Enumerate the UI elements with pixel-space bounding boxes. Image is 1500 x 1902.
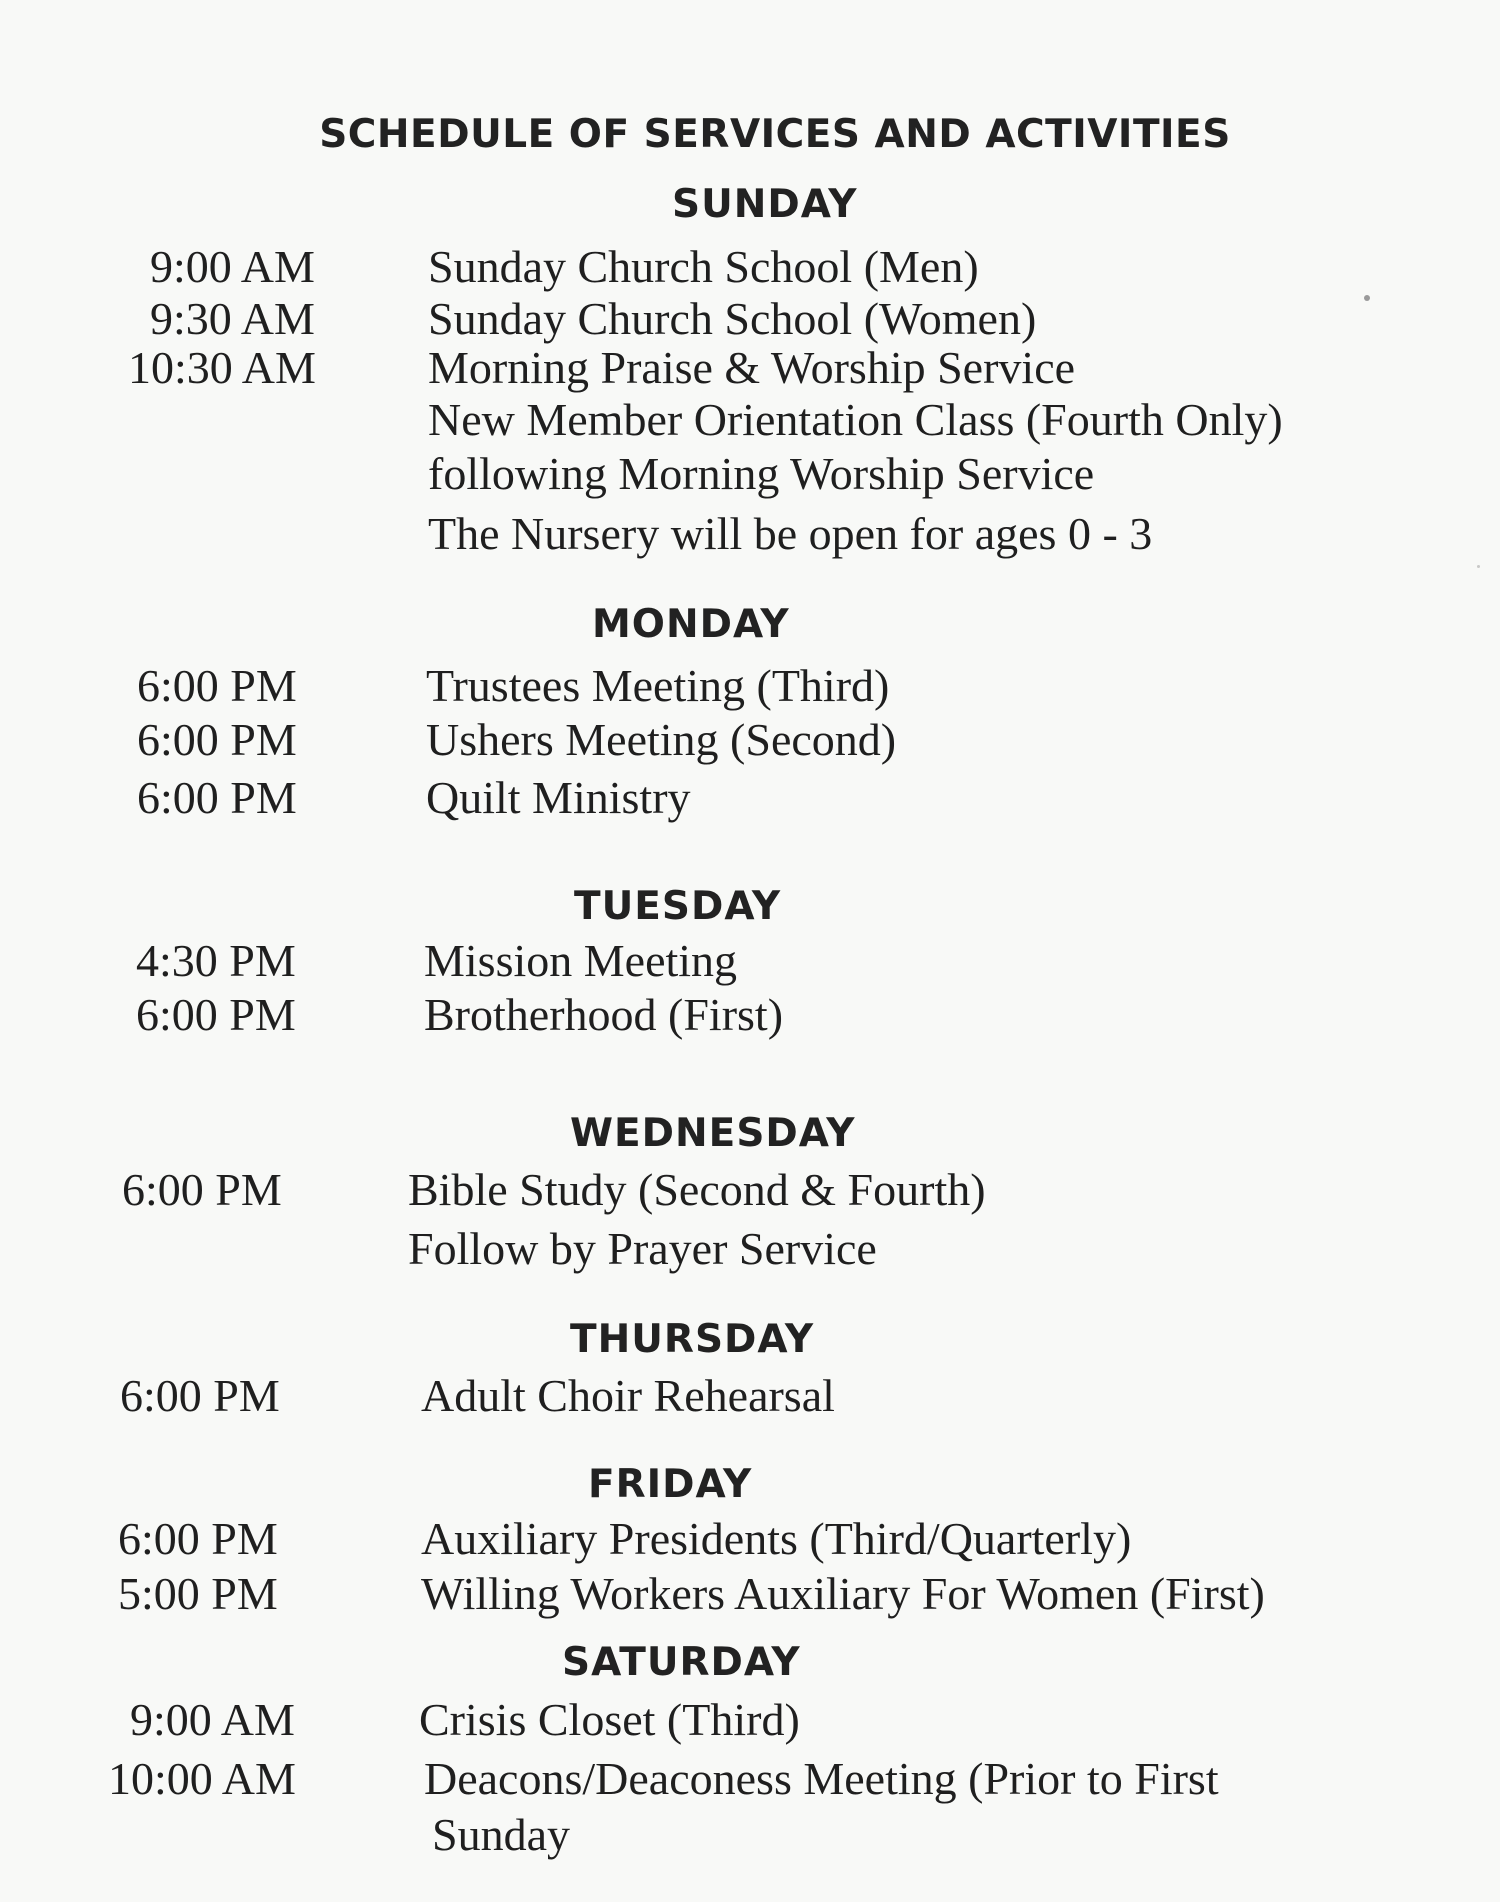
saturday-activity-2-line-2: Sunday — [432, 1809, 570, 1860]
day-heading-friday: FRIDAY — [588, 1462, 753, 1507]
wednesday-activity-1: Bible Study (Second & Fourth) — [408, 1164, 986, 1215]
monday-time-2: 6:00 PM — [137, 714, 297, 765]
wednesday-time-1: 6:00 PM — [122, 1164, 282, 1215]
scan-speck — [1364, 295, 1370, 301]
saturday-activity-1: Crisis Closet (Third) — [419, 1694, 800, 1745]
thursday-time-1: 6:00 PM — [120, 1370, 280, 1421]
saturday-time-2: 10:00 AM — [108, 1753, 296, 1804]
sunday-activity-2: Sunday Church School (Women) — [428, 293, 1037, 344]
tuesday-activity-1: Mission Meeting — [424, 935, 738, 986]
friday-time-1: 6:00 PM — [118, 1513, 278, 1564]
tuesday-time-1: 4:30 PM — [136, 935, 296, 986]
monday-time-3: 6:00 PM — [137, 772, 297, 823]
saturday-time-1: 9:00 AM — [130, 1694, 295, 1745]
wednesday-activity-1-line-2: Follow by Prayer Service — [408, 1223, 877, 1274]
sunday-time-1: 9:00 AM — [150, 241, 315, 292]
monday-activity-2: Ushers Meeting (Second) — [426, 714, 897, 765]
page-title: SCHEDULE OF SERVICES AND ACTIVITIES — [319, 112, 1231, 157]
friday-time-2: 5:00 PM — [118, 1568, 278, 1619]
scan-speck — [1477, 565, 1480, 568]
monday-activity-3: Quilt Ministry — [426, 772, 691, 823]
saturday-activity-2: Deacons/Deaconess Meeting (Prior to First — [424, 1753, 1219, 1804]
sunday-time-2: 9:30 AM — [150, 293, 315, 344]
day-heading-monday: MONDAY — [592, 602, 790, 647]
sunday-time-3: 10:30 AM — [128, 342, 316, 393]
day-heading-wednesday: WEDNESDAY — [570, 1111, 856, 1156]
day-heading-thursday: THURSDAY — [570, 1317, 815, 1362]
sunday-activity-3-line-2: New Member Orientation Class (Fourth Only) — [428, 394, 1283, 445]
sunday-activity-3: Morning Praise & Worship Service — [428, 342, 1076, 393]
day-heading-saturday: SATURDAY — [562, 1640, 801, 1685]
sunday-activity-1: Sunday Church School (Men) — [428, 241, 979, 292]
sunday-activity-3-line-4: The Nursery will be open for ages 0 - 3 — [428, 508, 1153, 559]
friday-activity-1: Auxiliary Presidents (Third/Quarterly) — [421, 1513, 1132, 1564]
sunday-activity-3-line-3: following Morning Worship Service — [428, 448, 1095, 499]
thursday-activity-1: Adult Choir Rehearsal — [421, 1370, 835, 1421]
friday-activity-2: Willing Workers Auxiliary For Women (First) — [421, 1568, 1265, 1619]
monday-time-1: 6:00 PM — [137, 660, 297, 711]
day-heading-sunday: SUNDAY — [672, 182, 858, 227]
day-heading-tuesday: TUESDAY — [574, 884, 782, 929]
monday-activity-1: Trustees Meeting (Third) — [426, 660, 890, 711]
tuesday-time-2: 6:00 PM — [136, 989, 296, 1040]
tuesday-activity-2: Brotherhood (First) — [424, 989, 784, 1040]
